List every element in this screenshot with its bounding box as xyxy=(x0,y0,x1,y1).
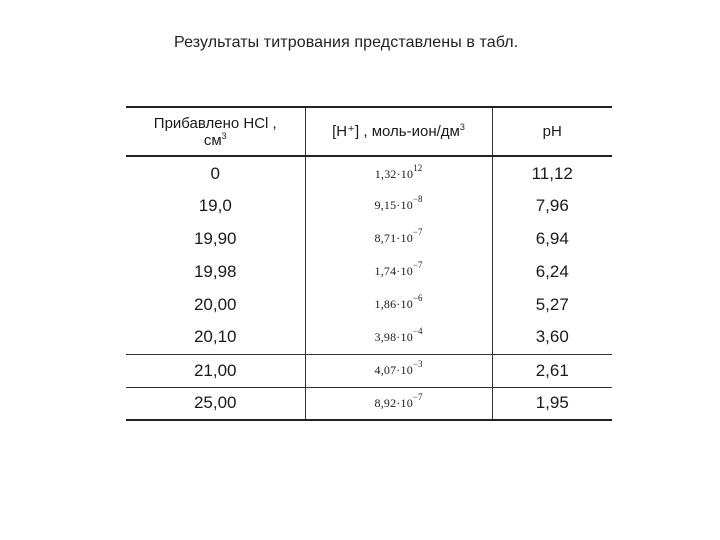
cell-volume: 19,90 xyxy=(126,222,305,255)
header-volume-unit: см xyxy=(203,131,222,149)
conc-exponent: −8 xyxy=(412,194,423,204)
header-volume-line1: Прибавлено HCl , xyxy=(153,114,277,132)
conc-exponent: −3 xyxy=(412,359,423,369)
cell-volume: 20,00 xyxy=(126,288,305,321)
table-row xyxy=(126,387,612,420)
cell-volume: 20,10 xyxy=(126,321,305,354)
cell-concentration xyxy=(305,255,492,288)
cell-ph: 1,95 xyxy=(492,387,612,420)
cell-concentration xyxy=(305,387,492,420)
conc-exponent: 12 xyxy=(413,162,423,173)
table-row xyxy=(126,255,612,288)
table-row xyxy=(126,222,612,255)
cell-ph: 11,12 xyxy=(531,164,573,183)
cell-ph: 7,96 xyxy=(535,195,569,215)
conc-exponent: −7 xyxy=(412,260,423,270)
header-ph: pH xyxy=(492,107,612,156)
header-volume xyxy=(126,107,305,156)
cell-ph: 6,24 xyxy=(535,261,569,281)
header-conc-text: [H⁺] , моль-ион/дм xyxy=(332,123,460,140)
conc-exponent: −6 xyxy=(412,293,423,303)
titration-table xyxy=(126,106,612,421)
cell-concentration xyxy=(305,321,492,354)
cell-volume: 25,00 xyxy=(126,387,305,420)
cell-ph: 5,27 xyxy=(535,294,569,314)
cell-volume: 19,0 xyxy=(126,189,305,222)
conc-mantissa: 9,15·10 xyxy=(374,198,413,212)
conc-mantissa: 4,07·10 xyxy=(374,363,413,377)
header-volume-line2 xyxy=(126,132,305,149)
cell-ph: 3,60 xyxy=(535,327,569,347)
conc-mantissa: 1,86·10 xyxy=(374,297,413,311)
conc-mantissa: 1,74·10 xyxy=(374,264,413,278)
table-row xyxy=(126,288,612,321)
conc-mantissa: 1,32·10 xyxy=(374,166,414,181)
conc-exponent: −7 xyxy=(412,391,423,402)
cell-volume: 0 xyxy=(126,156,305,189)
header-volume-sup: 3 xyxy=(221,130,227,141)
table-row xyxy=(126,354,612,387)
cell-ph: 6,94 xyxy=(535,228,569,248)
cell-concentration xyxy=(305,354,492,387)
conc-mantissa: 3,98·10 xyxy=(374,329,413,344)
conc-exponent: −4 xyxy=(412,325,423,336)
table-header-row xyxy=(126,107,612,156)
conc-mantissa: 8,71·10 xyxy=(374,231,413,245)
table-row xyxy=(126,156,612,189)
conc-exponent: −7 xyxy=(412,227,423,237)
header-concentration xyxy=(305,107,492,156)
page-title: Результаты титрования представлены в табл. xyxy=(174,34,519,51)
conc-mantissa: 8,92·10 xyxy=(374,395,413,410)
cell-concentration xyxy=(305,288,492,321)
cell-volume: 19,98 xyxy=(126,255,305,288)
header-conc-sup: 3 xyxy=(459,122,465,132)
cell-ph: 2,61 xyxy=(492,354,612,387)
cell-concentration xyxy=(305,156,492,189)
cell-volume: 21,00 xyxy=(126,354,305,387)
cell-concentration xyxy=(305,189,492,222)
table-row xyxy=(126,321,612,354)
table-row xyxy=(126,189,612,222)
cell-concentration xyxy=(305,222,492,255)
